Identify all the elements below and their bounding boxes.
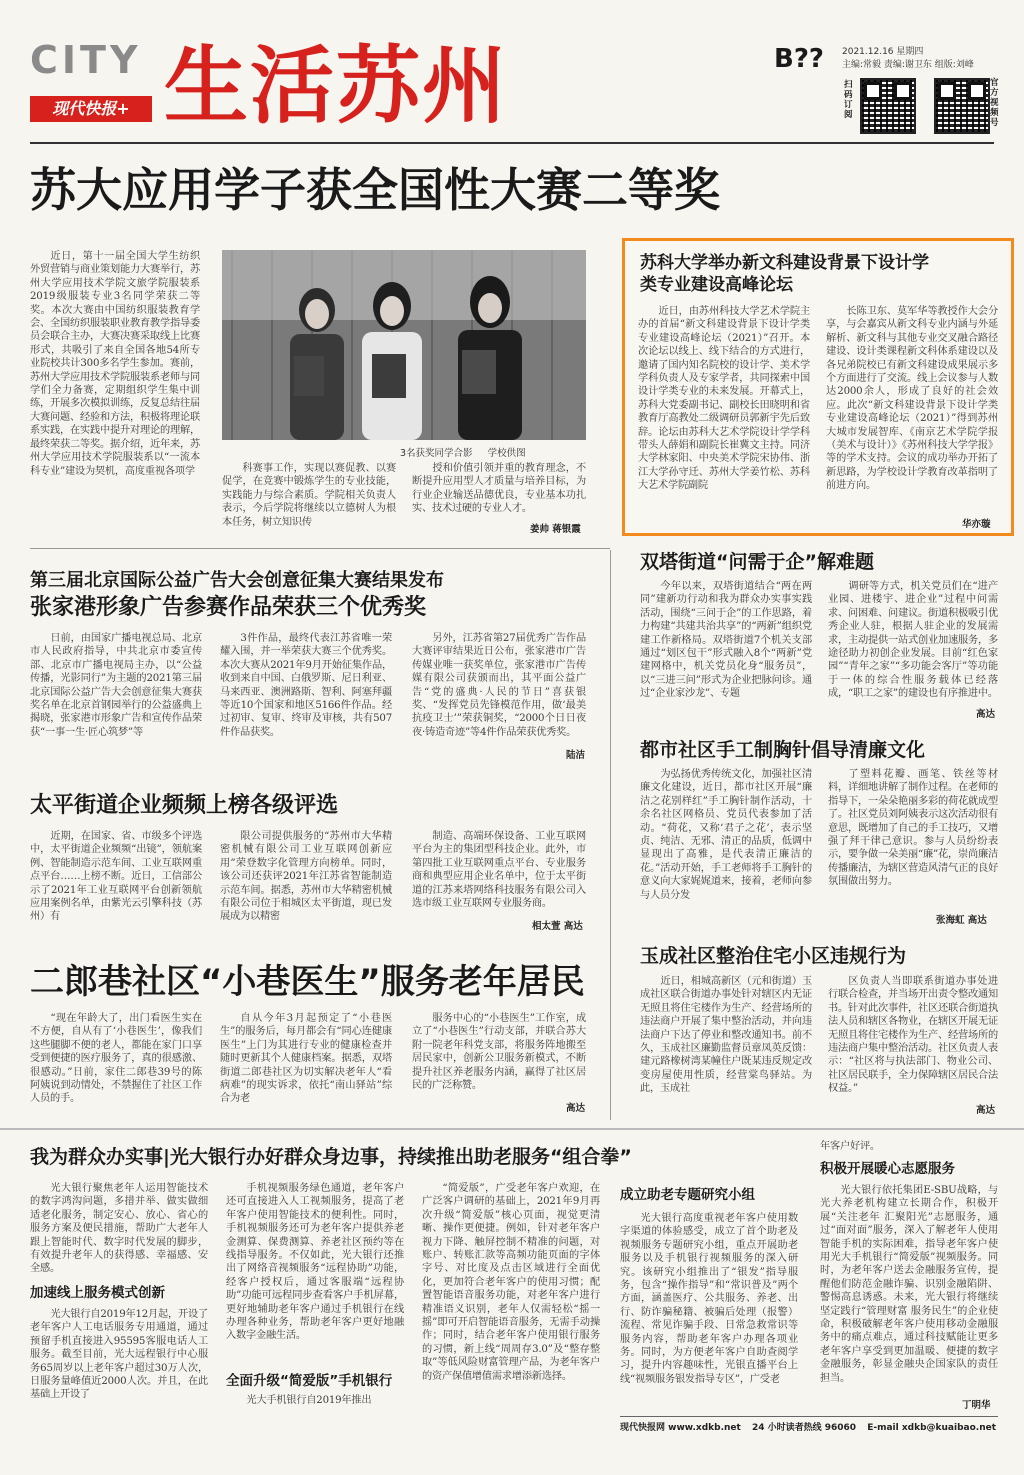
- ad-col4: 光大银行高度重视老年客户使用数字渠道的体验感受，成立了首个助老及视频服务专题研究小组，重点开展助老服务以及手机银行视频服务的深入研究。该研究小组推出了“银发”指导服务，包含“操作指导”和“常识普及”两个方面，涵盖医疗、公共服务、养老、出行、防诈骗秘籍、被骗后处理（报警）流程、常见诈骗手段、日常急救常识等服务内容，帮助老年客户办理各项业务。同时，为方便老年客户自助查阅学习，提升内容趣味性，光银直播平台上线“视频服务银发指导专区”，广受老: [620, 1213, 798, 1385]
- qr-subscribe-label: 扫码订阅: [844, 80, 853, 120]
- article1-col1: 近日，第十一届全国大学生纺织外贸营销与商业策划能力大赛举行，苏州大学应用技术学院文旅学院服装系2019级服装专业3名同学荣获二等奖。本次大赛由中国纺织服装教育学会、全国纺织服装职业教育教学指导委员会联合主办，大赛决赛采取线上比赛形式，共吸引了来自全国各地54所专业院校共计300多名学生参加。赛前，苏州大学应用技术学院服装系老师与同学们全力备赛，定期组织学生集中训练，开展多次模拟训练，反复总结往届大赛问题、经验和方法，积极将理论联系实践，在实践中提升对理论的理解，最终荣获二等奖。据介绍，近年来，苏州大学应用技术学院服装系以“一流本科专业”建设为契机，高度重视各项学: [30, 251, 200, 477]
- article8-signature: 高达: [566, 1103, 586, 1114]
- article3-col3: 另外，江苏省第27届优秀广告作品大赛评审结果近日公布，张家港市广告传媒业唯一获奖单位，张家港市广告传媒有限公司获颁而出，其平面公益广告“党的盛典·人民的节日”喜获银奖、“发挥党员先锋模范作用，做‘最美抗疫卫士’”荣获铜奖，“2000个日日夜夜·铸造奇迹”等4件作品荣获优秀奖。: [412, 633, 586, 738]
- ad-subhead4: 积极开展暖心志愿服务: [820, 1161, 955, 1177]
- article6-col2: 了塑料花瓣、画笔、铁丝等材料，详细地讲解了制作过程。在老师的指导下，一朵朵艳丽多彩的荷花就成型了。社区党员刘阿姨表示这次活动很有意思，既增加了自己的手工技巧，又增强了拜干律己意识。参与人员纷纷表示，要争做一朵美丽“廉”花，崇尚廉洁传播廉洁，为辖区营造风清气正的良好氛围做出努力。: [828, 769, 998, 888]
- article2-col2: 长陈卫东、莫军华等教授作大会分享，与会嘉宾从新文科专业内涵与外延解析、新文科与其他专业交叉融合路径建设、设计类课程新文科体系建设以及各兄弟院校已有新文科建设成果展示多个方面进行了交流。线上会议参与人数达2000余人，形成了良好的社会效应。此次“新文科建设背景下设计学类专业建设高峰论坛（2021）”得到苏州大城市发展智库、《南京艺术学院学报（美术与设计）》《苏州科技大学学报》等的学术支持。会议的成功举办开拓了新思路，为学校设计学教育改革指明了前进方向。: [826, 306, 998, 492]
- article7-col2: 区负责人当即联系街道办事处进行联合检查，并当场开出责令整改通知书。针对此次事件，社区还联合街道执法人员和辖区各物业，在辖区开展无证无照且将住宅楼作为生产、经营场所的违法商户集中整治活动。社区负责人表示：“社区将与执法部门、物业公司、社区居民联手，全力保障辖区居民合法权益。”: [828, 976, 998, 1095]
- article5-col1: 近期，在国家、省、市级多个评选中，太平街道企业频频“出镜”，领航案例、智能制造示范车间、工业互联网重点平台……上榜不断。近日，工信部公示了2021年工业互联网平台创新领航应用案例名单，由紫光云引擎科技（苏州）有: [30, 831, 202, 923]
- article2-col1: 近日，由苏州科技大学艺术学院主办的首届“新文科建设背景下设计学类专业建设高峰论坛（2021）”召开。本次论坛以线上、线下结合的方式进行，邀请了国内知名院校的设计学、美术学学科负责人及专家学者，共同探索中国设计学类专业的未来发展。开幕式上，苏科大党委副书记、副校长田晓明和省教育厅高教处二级调研员郭新宇先后致辞。论坛由苏科大艺术学院设计学学科带头人薛娟和副院长崔冀文主持。同济大学林家阳、中央美术学院宋协伟、浙江大学孙守迁、苏州大学姜竹松、苏科大艺术学院副院: [638, 306, 810, 492]
- article6-title: 都市社区手工制胸针倡导清廉文化: [640, 739, 926, 761]
- article2-signature: 华亦璇: [962, 519, 991, 530]
- article1-col3: 授和价值引领并重的教育理念，不断提升应用型人才质量与培养目标，为行业企业输送品德优良，专业基本功扎实、技术过硬的专业人才。: [412, 463, 586, 515]
- article8-col2: 自从今年3月起预定了“小巷医生”的服务后，每月都会有“同心连健康医生”上门为其进行专业的健康检查并随时更新其个人健康档案。据悉，双塔街道二郎巷社区为切实解决老年人“看病难”的现实诉求，依托“南山驿站”综合为老: [220, 1013, 392, 1105]
- main-headline: 苏大应用学子获全国性大赛二等奖: [30, 163, 720, 217]
- vertical-divider: [610, 550, 611, 1120]
- footer-divider: [620, 1416, 998, 1417]
- article3-col1: 日前，由国家广播电视总局、北京市人民政府指导，中共北京市委宣传部、北京市广播电视局主办，以“公益传播，光影同行”为主题的2021第三届北京国际公益广告大会创意征集大赛获奖名单在北京首钢园举行的公益盛典上揭晓，张家港市形象广告和宣传作品荣获“一事一生·匠心筑梦”等: [30, 633, 202, 738]
- article5-signature: 相太萱 高达: [532, 921, 583, 932]
- article7-col1: 近日，相城高新区（元和街道）玉成社区联合街道办事处针对辖区内无证无照且将住宅楼作为生产、经营场所的违法商户开展了集中整治活动，并向违法商户下达了停业和整改通知书。前不久，玉成社区廉勤监督员章凤英反馈：建元路橡树湾某幢住户既某违反规定改变房屋使用性质，经营棠鸟驿站。为此，玉成社: [640, 976, 812, 1095]
- masthead-divider: [30, 142, 994, 144]
- staff-line: 主编:常毅 责编:谢卫东 组版:刘峰: [842, 60, 974, 70]
- ad-col1: 光大银行聚焦老年人运用智能技术的数字鸿沟问题，多措并举、做实做细适老化服务，制定安心、放心、省心的服务方案及便民措施，帮助广大老年人跟上智能时代、数字时代发展的脚步，有效提升老年人的获得感、幸福感、安全感。: [30, 1183, 208, 1275]
- ad-col3: “简爱版”，广受老年客户欢迎，在广泛客户调研的基础上，2021年9月再次升级“简爱版”核心页面，视觉更清晰、操作更便捷。例如，针对老年客户视力下降、触屏控制不精准的问题，对账户、转账汇款等高频功能页面的字体字号、对比度及点击区域进行全面优化，更加符合老年客户的使用习惯；配置智能语音服务功能，对老年客户进行精准语义识别，老年人仅需轻松“摇一摇”即可开启智能语音服务，无需手动操作；同时，结合老年客户使用银行服务的习惯，新上线“周周存3.0”及“整存整取”等低风险财富管理产品，为老年客户的资产保值增值需求增添新选择。: [422, 1183, 600, 1382]
- article8-title: 二郎巷社区“小巷医生”服务老年居民: [30, 962, 585, 1002]
- article5-title: 太平街道企业频频上榜各级评选: [30, 793, 339, 818]
- page-code: B??: [774, 44, 824, 74]
- article2-title: 苏科大学举办新文科建设背景下设计学类专业建设高峰论坛: [640, 253, 929, 295]
- article5-col2: 限公司提供服务的“苏州市大华精密机械有限公司工业互联网创新应用”荣登数字化管理方向榜单。同时，该公司还获评2021年江苏省智能制造示范车间。据悉，苏州市大华精密机械有限公司位于相城区太平街道，现已发展成为以精密: [220, 831, 392, 923]
- ad-col5b: 光大银行依托集团E-SBU战略，与光大养老机构建立长期合作，积极开展“关注老年 汇聚阳光”志愿服务，通过“面对面”服务，深入了解老年人使用智能手机的实际困难，指导老年客户使用光大手机银行“简爱版”视频服务。同时，为老年客户送去金融服务宣传，提醒他们防范金融诈骗、识别金融陷阱、警惕高息诱惑。未来，光大银行将继续坚定践行“管理财富 服务民生”的企业使命，积极破解老年客户使用移动金融服务中的痛点难点，通过科技赋能让更多老年客户享受到更加温暖、便捷的数字金融服务，彰显金融央企国家队的责任担当。: [820, 1185, 998, 1384]
- article1-signature: 姜帅 蒋银霞: [530, 524, 581, 535]
- ad-subhead2: 全面升级“简爱版”手机银行: [226, 1373, 393, 1389]
- footer-site-link[interactable]: 现代快报网 www.xdkb.net: [620, 1423, 741, 1433]
- article7-signature: 高达: [976, 1105, 996, 1116]
- ad-col5: 年客户好评。: [820, 1141, 880, 1152]
- masthead-brand-logo: 现代快报+: [30, 96, 152, 122]
- article6-signature: 张海虹 高达: [936, 915, 987, 926]
- subscribe-qr-code[interactable]: [860, 78, 916, 134]
- article6-col1: 为弘扬优秀传统文化，加强社区清廉文化建设，近日，都市社区开展“廉洁之花别样红”手工胸针制作活动，十余名社区网格员、党员代表参加了活动。“荷花，又称‘君子之花’，表示坚贞、纯洁、无邪、清正的品质，低调中显现出了高雅，是代表清正廉洁的花。”活动开始，手工老师将手工胸针的意义向大家娓娓道来，接着，老师向参与人员分发: [640, 769, 812, 901]
- horizontal-divider-ad: [0, 1128, 1024, 1130]
- ad-subhead1: 加速线上服务模式创新: [30, 1285, 165, 1301]
- ad-title: 我为群众办实事|光大银行办好群众身边事，持续推出助老服务“组合拳”: [30, 1146, 632, 1168]
- ad-col2b: 光大手机银行自2019年推出: [246, 1395, 372, 1406]
- footer-bar: [620, 1420, 998, 1433]
- photo-illustration: [222, 250, 586, 440]
- horizontal-divider-top: [30, 548, 610, 549]
- article1-col2: 科赛事工作，实现以赛促教、以赛促学，在竞赛中锻炼学生的专业技能，实践能力与综合素质。学院相关负责人表示，今后学院将继续以立德树人为根本任务，树立知识传: [222, 463, 396, 528]
- ad-signature: 丁明华: [962, 1400, 991, 1411]
- article4-title: 双塔街道“问需于企”解难题: [640, 551, 874, 573]
- photo-caption-row: [400, 445, 526, 459]
- article8-col1: “现在年龄大了，出门看医生实在不方便，自从有了‘小巷医生’，像我们这些腿脚不便的老人，都能在家门口享受到便捷的医疗服务了，真的很感激、很感动。”日前，家住二郎巷39号的陈阿姨说到动情处，不禁握住了社区工作人员的手。: [30, 1013, 202, 1105]
- ad-col2: 手机视频服务绿色通道，老年客户还可直接进入人工视频服务，提高了老年客户使用智能技术的便利性。同时，手机视频服务还可为老年客户提供养老金测算、保费测算、养老社区预约等在线指导服务。不仅如此，光大银行还推出了网络音视频服务“远程协助”功能，经客户授权后，通过客服端“远程协助”功能可远程同步查看客户手机屏幕，更好地辅助老年客户通过手机银行在线办理各种业务，帮助老年客户更好地融入数字金融生活。: [226, 1183, 404, 1342]
- article3-col2: 3件作品，最终代表江苏省唯一荣耀入围，并一举荣获大赛三个优秀奖。本次大赛从2021年9月开始征集作品，收到来自中国、白俄罗斯、尼日利亚、马来西亚、澳洲路斯、智利、阿塞拜疆等近10个国家和地区5166件作品。经过初审、复审、终审及审核，共有507件作品获奖。: [220, 633, 392, 738]
- article4-col2: 调研等方式，机关党员们在“进产业园、进楼宇、进企业”过程中问需求、问困难、问建议。街道积极吸引优秀企业人驻，根据人驻企业的发展需求，主动提供一站式创业加速服务，多途径助力初创企业发展。目前“红色家园”“青年之家”“多功能会客厅”等功能于一体的综合性服务载体已经落成，“职工之家”的建设也有序推进中。: [828, 581, 998, 700]
- footer-email-link[interactable]: E-mail xdkb@kuaibao.net: [867, 1423, 997, 1433]
- ad-col1b: 光大银行自2019年12月起，开设了老年客户人工电话服务专用通道，通过预留手机直接进入95595客服电话人工服务。截至目前，光大远程银行中心服务65周岁以上老年客户超过30万人次，日服务量峰值近2000人次。并且，在此基础上开设了: [30, 1309, 208, 1401]
- article5-col3: 制造、高端环保设备、工业互联网平台为主的集团型科技企业。此外，市第四批工业互联网重点平台、专业服务商和典型应用企业名单中，位于太平街道的江苏来塔网络科技服务有限公司入选市级工业互联网专业服务商。: [412, 831, 586, 910]
- article3-signature: 陆洁: [566, 750, 586, 761]
- article3-title1: 第三届北京国际公益广告大会创意征集大赛结果发布: [30, 570, 444, 591]
- masthead-city: CITY: [30, 38, 142, 82]
- masthead-title: 生活苏州: [164, 36, 509, 135]
- photo-caption: 3名获奖同学合影: [400, 448, 473, 459]
- article7-title: 玉成社区整治住宅小区违规行为: [640, 945, 907, 967]
- qr-video-label: 官方视频号: [990, 78, 999, 128]
- award-students-photo: [222, 250, 586, 440]
- date-line: 2021.12.16 星期四: [842, 47, 924, 57]
- article4-col1: 今年以来，双塔街道结合“两在两同”建新功行动和我为群众办实事实践活动，围绕“三问于企”的工作思路，着力构建“共建共治共享”的“两新”组织党建工作新格局。双塔街道7个机关支部通过“划区包干”形式融入8个“两新”党建网格中，机关党员化身“服务员”，以“三进三问”形式为企业把脉问诊。通过“企业家沙龙”、专题: [640, 581, 812, 700]
- photo-credit: 学校供图: [487, 448, 526, 459]
- ad-subhead3: 成立助老专题研究小组: [620, 1187, 755, 1203]
- footer-hotline: 24 小时读者热线 96060: [751, 1423, 857, 1433]
- article3-title2: 张家港形象广告参赛作品荣获三个优秀奖: [30, 595, 427, 620]
- article4-signature: 高达: [976, 709, 996, 720]
- article8-col3: 服务中心的“小巷医生”工作室，成立了“小巷医生”行动支部，并联合苏大附一院老年科党支部，将服务阵地搬至居民家中，创新公卫服务新模式，不断提升社区养老服务内涵，赢得了社区居民的广泛称赞。: [412, 1013, 586, 1092]
- video-channel-qr-code[interactable]: [934, 78, 990, 134]
